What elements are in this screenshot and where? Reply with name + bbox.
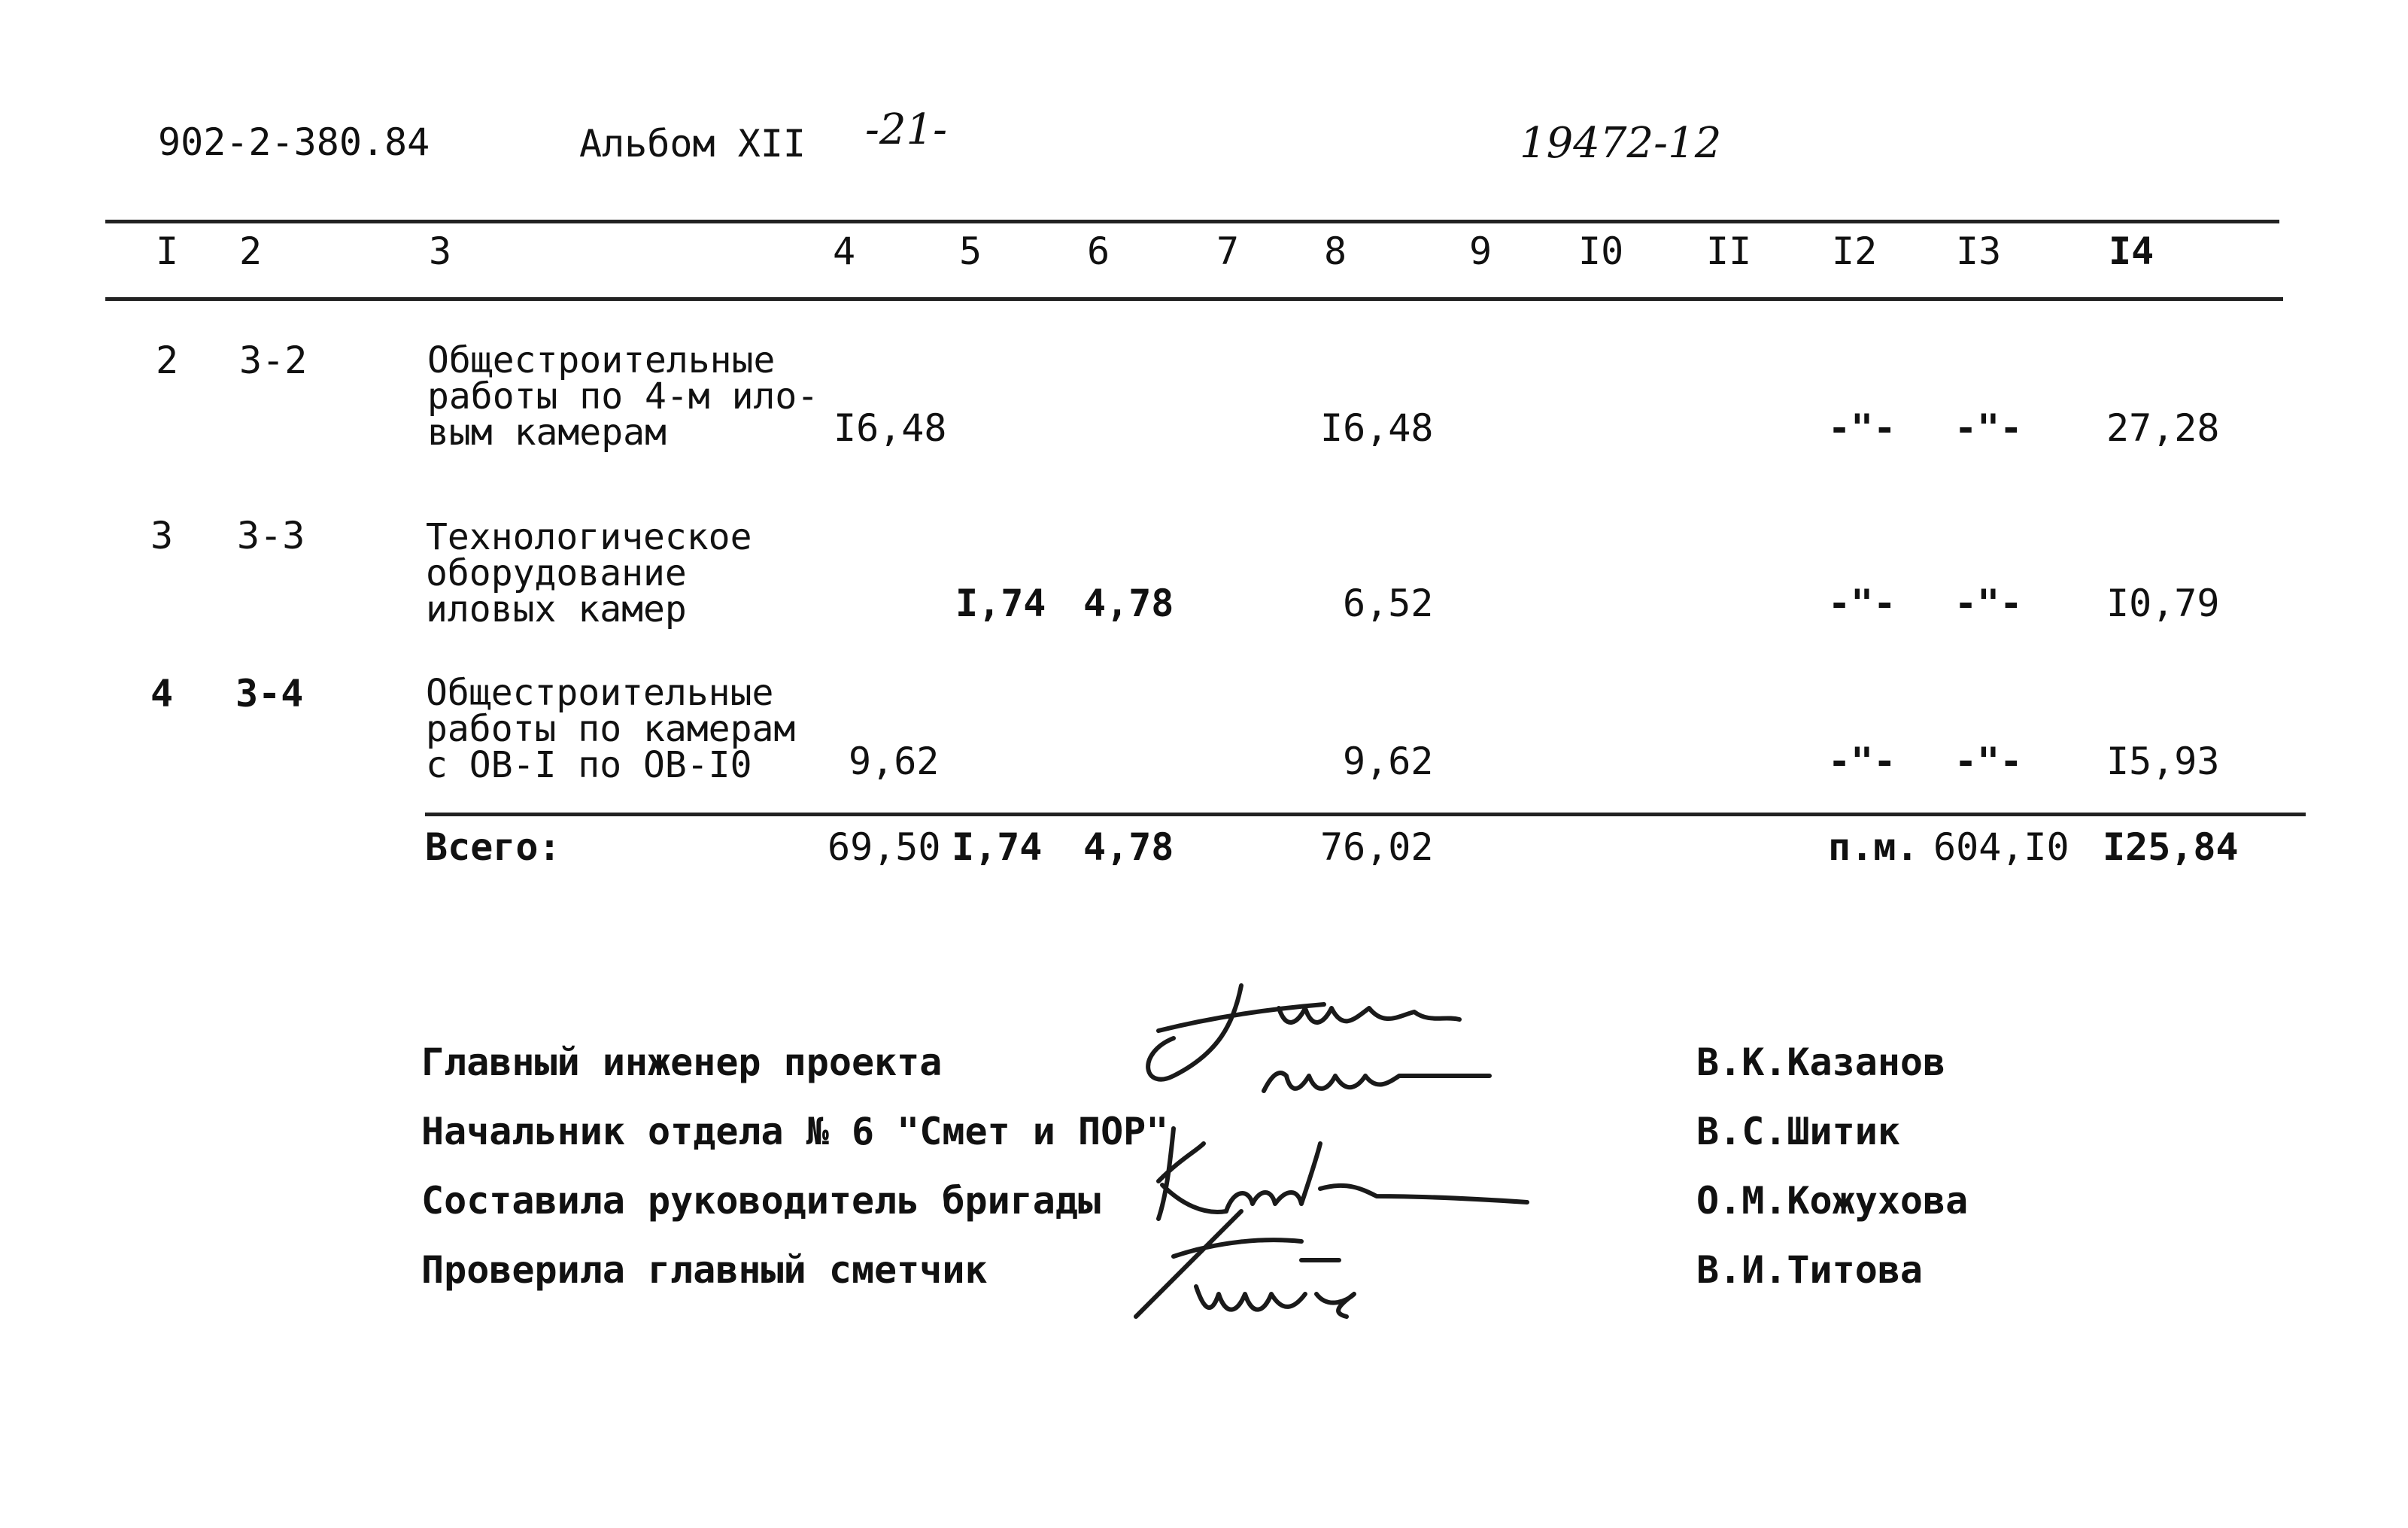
column-header: 3	[429, 229, 452, 273]
handwritten-signatures	[1128, 963, 1640, 1369]
document-code: 902-2-380.84	[158, 120, 430, 164]
column-header: 9	[1469, 229, 1492, 273]
album-label: Альбом XII	[579, 122, 806, 166]
signatory-position: Главный инженер проекта	[421, 1040, 943, 1084]
column-header: 5	[959, 229, 982, 273]
cell-col8: 9,62	[1343, 740, 1434, 783]
row-code: 3-3	[237, 514, 305, 557]
total-col13: 604,I0	[1933, 825, 2069, 869]
cell-col12: -"-	[1828, 406, 1896, 450]
cell-col14: I0,79	[2106, 582, 2220, 625]
column-header: 7	[1216, 229, 1240, 273]
row-code: 3-4	[235, 672, 304, 715]
signatory-name: В.С.Шитик	[1696, 1110, 1900, 1153]
cell-col12: -"-	[1828, 582, 1896, 625]
signatory-position: Проверила главный сметчик	[421, 1248, 988, 1292]
cell-col8: 6,52	[1343, 582, 1434, 625]
signature-kozhukhova	[1158, 1129, 1527, 1219]
total-label: Всего:	[425, 825, 561, 869]
row-description: Общестроительные работы по камерам с ОВ-I по ОВ-I0	[426, 672, 796, 786]
total-col4: 69,50	[827, 825, 941, 869]
cell-col4: 9,62	[849, 740, 940, 783]
signatory-position: Начальник отдела № 6 "Смет и ПОР"	[421, 1110, 1169, 1153]
cell-col6: 4,78	[1083, 582, 1174, 625]
cell-col5: I,74	[955, 582, 1046, 625]
total-col8: 76,02	[1320, 825, 1434, 869]
table-header-rule	[105, 297, 2283, 301]
row-description: Общестроительные работы по 4-м ило- вым камерам	[427, 339, 819, 454]
column-header: 2	[239, 229, 263, 273]
cell-col13: -"-	[1954, 582, 2023, 625]
column-header: I4	[2109, 229, 2154, 273]
row-number: 3	[150, 514, 174, 557]
total-col14: I25,84	[2103, 825, 2239, 869]
reference-number: 19472-12	[1520, 119, 1722, 168]
table-top-rule	[105, 220, 2279, 223]
signatory-name: В.К.Казанов	[1696, 1040, 1946, 1084]
column-header: I0	[1578, 229, 1624, 273]
cell-col12: -"-	[1828, 740, 1896, 783]
total-col12: п.м.	[1828, 825, 1919, 869]
total-rule	[425, 813, 2306, 816]
column-header: I3	[1956, 229, 2002, 273]
total-col6: 4,78	[1083, 825, 1174, 869]
cell-col14: I5,93	[2106, 740, 2220, 783]
signatory-position: Составила руководитель бригады	[421, 1179, 1101, 1223]
signatory-name: О.М.Кожухова	[1696, 1179, 1969, 1223]
cell-col4: I6,48	[834, 406, 947, 450]
column-header: 6	[1087, 229, 1110, 273]
column-header: I	[156, 229, 179, 273]
column-header: I2	[1832, 229, 1878, 273]
cell-col8: I6,48	[1320, 406, 1434, 450]
cell-col13: -"-	[1954, 740, 2023, 783]
cell-col13: -"-	[1954, 406, 2023, 450]
row-code: 3-2	[239, 339, 308, 382]
page-number: -21-	[865, 105, 948, 154]
row-number: 4	[150, 672, 174, 715]
row-description: Технологическое оборудование иловых камер	[426, 516, 752, 630]
signatory-name: В.И.Титова	[1696, 1248, 1924, 1292]
total-col5: I,74	[952, 825, 1043, 869]
signature-kazanov	[1148, 986, 1459, 1080]
column-header: II	[1706, 229, 1752, 273]
column-header: 8	[1324, 229, 1347, 273]
cell-col14: 27,28	[2106, 406, 2220, 450]
signature-shitik	[1264, 1073, 1489, 1091]
row-number: 2	[156, 339, 179, 382]
column-header: 4	[833, 229, 856, 273]
signature-titova	[1136, 1211, 1354, 1317]
